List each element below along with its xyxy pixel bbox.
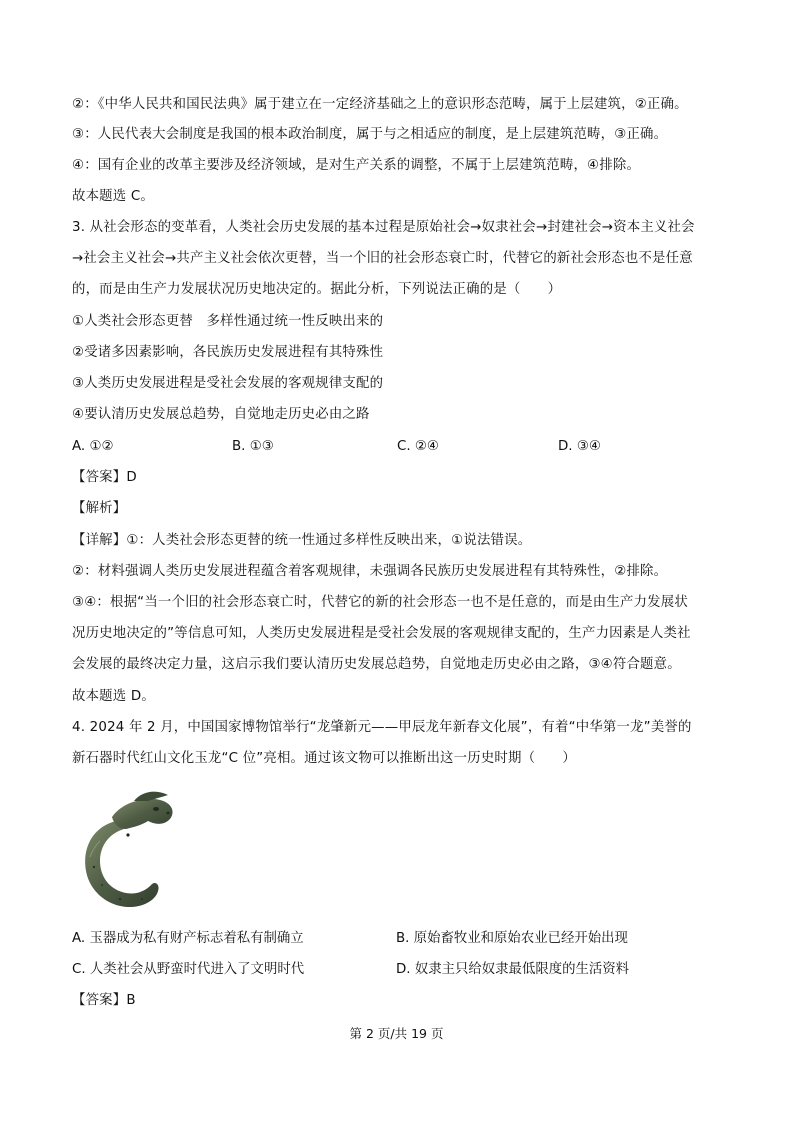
detail-line-5: 会发展的最终决定力量，这启示我们要认清历史发展总趋势，自觉地走历史必由之路，③④符合题意。: [72, 657, 681, 672]
q4-option-b: B. 原始畜牧业和原始农业已经开始出现: [396, 931, 628, 946]
conclusion-q3: 故本题选 D。: [72, 689, 155, 704]
analysis-line-3: ③：人民代表大会制度是我国的根本政治制度，属于与之相适应的制度，是上层建筑范畴，③正确。: [72, 127, 668, 142]
analysis-label: 【解析】: [72, 501, 127, 516]
detail-line-2: ②：材料强调人类历史发展进程蕴含着客观规律，未强调各民族历史发展进程有其特殊性，②排除。: [72, 564, 668, 579]
statement-3: ③人类历史发展进程是受社会发展的客观规律支配的: [72, 376, 384, 391]
detail-line-1: 【详解】①：人类社会形态更替的统一性通过多样性反映出来，①说法错误。: [72, 533, 532, 548]
statement-2: ②受诸多因素影响，各民族历史发展进程有其特殊性: [72, 345, 384, 360]
answer-q3: 【答案】D: [72, 470, 137, 485]
question-3-stem-3: 的，而是由生产力发展状况历史地决定的。据此分析，下列说法正确的是（ ）: [72, 282, 562, 297]
statement-1: ①人类社会形态更替 多样性通过统一性反映出来的: [72, 314, 384, 329]
statement-4: ④要认清历史发展总趋势，自觉地走历史必由之路: [72, 407, 370, 422]
jade-dragon-image: [72, 787, 176, 913]
question-4-stem-2: 新石器时代红山文化玉龙“C 位”亮相。通过该文物可以推断出这一历史时期（ ）: [72, 751, 576, 766]
page-footer: 第 2 页/共 19 页: [349, 1026, 444, 1041]
question-3-stem-2: →社会主义社会→共产主义社会依次更替，当一个旧的社会形态衰亡时，代替它的新社会形态也不是任意: [72, 251, 693, 266]
q3-option-d: D. ③④: [558, 439, 601, 454]
detail-line-4: 况历史地决定的”等信息可知，人类历史发展进程是受社会发展的客观规律支配的，生产力因素是人类社: [72, 626, 691, 641]
analysis-line-2: ②：《中华人民共和国民法典》属于建立在一定经济基础之上的意识形态范畴，属于上层建筑，②正确。: [72, 97, 688, 112]
q3-option-c: C. ②④: [397, 439, 439, 454]
q4-option-a: A. 玉器成为私有财产标志着私有制确立: [72, 931, 304, 946]
answer-q4: 【答案】B: [72, 993, 136, 1008]
conclusion-q2: 故本题选 C。: [72, 189, 154, 204]
q4-option-d: D. 奴隶主只给奴隶最低限度的生活资料: [396, 962, 630, 977]
q3-option-a: A. ①②: [72, 439, 114, 454]
analysis-line-4: ④：国有企业的改革主要涉及经济领域，是对生产关系的调整，不属于上层建筑范畴，④排除。: [72, 158, 641, 173]
detail-line-3: ③④：根据“当一个旧的社会形态衰亡时，代替它的新的社会形态一也不是任意的，而是由生产力发展状: [72, 595, 688, 610]
q3-option-b: B. ①③: [232, 439, 274, 454]
question-4-stem-1: 4. 2024 年 2 月，中国国家博物馆举行“龙肇新元——甲辰龙年新春文化展”，有着“中华第一龙”美誉的: [72, 720, 692, 735]
question-3-stem-1: 3. 从社会形态的变革看，人类社会历史发展的基本过程是原始社会→奴隶社会→封建社会→资本主义社会: [72, 220, 695, 235]
q4-option-c: C. 人类社会从野蛮时代进入了文明时代: [72, 962, 305, 977]
